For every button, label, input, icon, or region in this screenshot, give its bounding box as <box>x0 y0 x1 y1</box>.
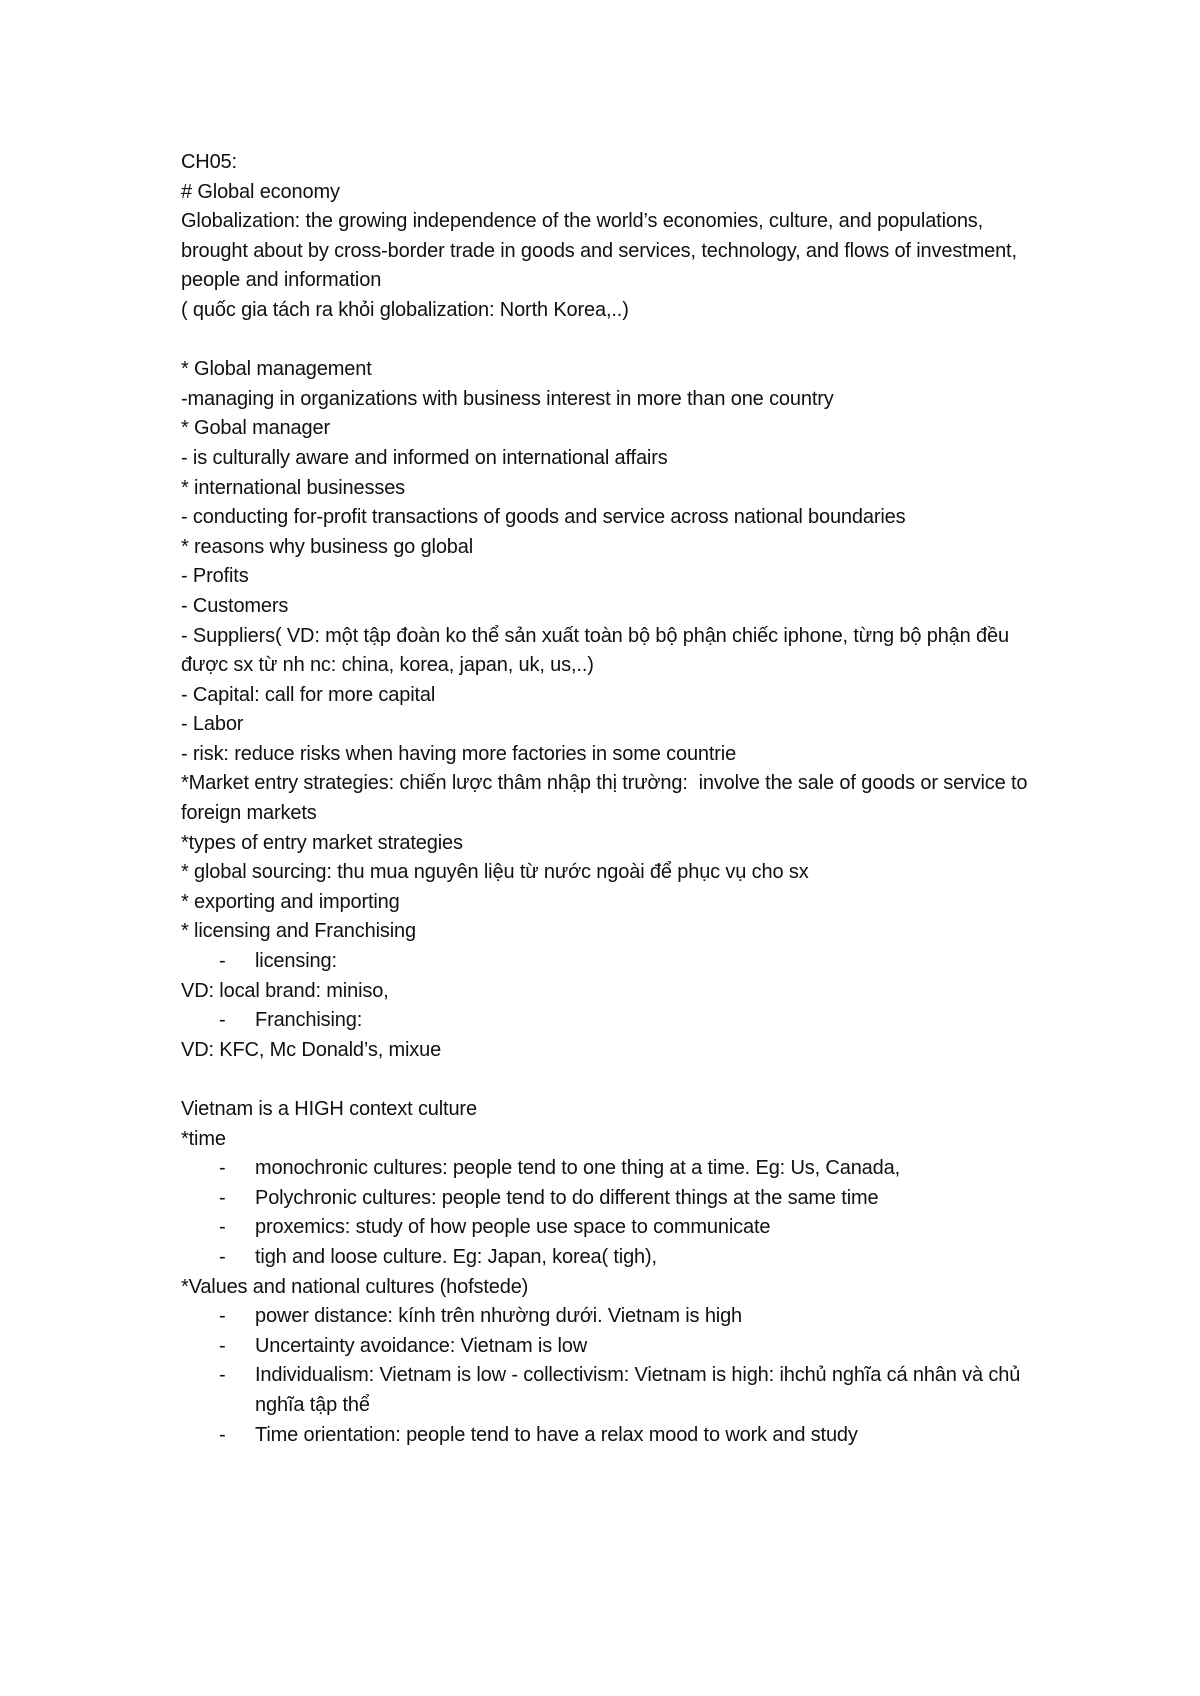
bullet-dash: - <box>219 1305 226 1328</box>
time-heading: *time <box>181 1127 226 1150</box>
licensing-example: VD: local brand: miniso, <box>181 979 389 1002</box>
bullet-dash: - <box>219 1009 226 1032</box>
time-item: Polychronic cultures: people tend to do different things at the same time <box>255 1186 879 1209</box>
franchising-item: Franchising: <box>255 1009 363 1032</box>
chapter-title: CH05: <box>181 151 237 173</box>
licensing-bullet <box>181 947 1041 977</box>
document-body <box>181 148 1041 1450</box>
entry-types-heading: *types of entry market strategies <box>181 831 463 854</box>
globalization-note: ( quốc gia tách ra khỏi globalization: North Korea,..) <box>181 298 629 321</box>
intl-business-text: - conducting for-profit transactions of goods and service across national boundaries <box>181 506 906 529</box>
licensing-heading: * licensing and Franchising <box>181 920 416 943</box>
reason-item: - Suppliers( VD: một tập đoàn ko thể sản xuất toàn bộ bộ phận chiếc iphone, từng bộ phận đều được sx từ nh nc: china, korea, japan, uk, us,..) <box>181 624 1015 677</box>
reason-item: - Labor <box>181 713 244 736</box>
bullet-dash: - <box>219 1157 226 1180</box>
values-bullet <box>181 1332 1041 1362</box>
time-item: proxemics: study of how people use space to communicate <box>255 1216 771 1239</box>
values-bullet <box>181 1361 1041 1420</box>
time-bullet <box>181 1184 1041 1214</box>
global-sourcing-text: * global sourcing: thu mua nguyên liệu từ nước ngoài để phục vụ cho sx <box>181 861 809 884</box>
values-bullet <box>181 1302 1041 1332</box>
reason-item: - Customers <box>181 594 289 617</box>
bullet-dash: - <box>219 1364 226 1387</box>
section-heading: # Global economy <box>181 180 340 203</box>
globalization-definition: Globalization: the growing independence of the world’s economies, culture, and populations, brought about by cross-border trade in goods and services, technology, and flows of investment, people and information <box>181 210 1023 292</box>
intl-business-heading: * international businesses <box>181 476 406 499</box>
time-bullet <box>181 1243 1041 1273</box>
time-bullet <box>181 1154 1041 1184</box>
values-item: Individualism: Vietnam is low - collectivism: Vietnam is high: ihchủ nghĩa cá nhân và chủ nghĩa tập thể <box>255 1364 1026 1416</box>
global-management-text: -managing in organizations with business interest in more than one country <box>181 387 834 410</box>
context-culture-text: Vietnam is a HIGH context culture <box>181 1098 477 1120</box>
values-item: Uncertainty avoidance: Vietnam is low <box>255 1334 588 1357</box>
market-entry-text: *Market entry strategies: chiến lược thâm nhập thị trường: involve the sale of goods or service to foreign markets <box>181 772 1033 825</box>
exporting-text: * exporting and importing <box>181 890 400 913</box>
reason-item: - Capital: call for more capital <box>181 683 436 706</box>
blank-line <box>181 326 1041 356</box>
licensing-item: licensing: <box>255 950 337 973</box>
reason-item: - Profits <box>181 565 249 588</box>
values-item: Time orientation: people tend to have a relax mood to work and study <box>255 1423 858 1446</box>
bullet-dash: - <box>219 1216 226 1239</box>
blank-line <box>181 1065 1041 1095</box>
global-manager-text: - is culturally aware and informed on international affairs <box>181 446 668 469</box>
time-bullet <box>181 1213 1041 1243</box>
franchising-example: VD: KFC, Mc Donald’s, mixue <box>181 1038 442 1061</box>
bullet-dash: - <box>219 1334 226 1357</box>
time-item: tigh and loose culture. Eg: Japan, korea( tigh), <box>255 1245 657 1268</box>
franchising-bullet <box>181 1006 1041 1036</box>
global-management-heading: * Global management <box>181 358 372 381</box>
bullet-dash: - <box>219 1245 226 1268</box>
bullet-dash: - <box>219 950 226 973</box>
time-item: monochronic cultures: people tend to one thing at a time. Eg: Us, Canada, <box>255 1157 900 1180</box>
values-item: power distance: kính trên nhường dưới. Vietnam is high <box>255 1305 743 1328</box>
reasons-heading: * reasons why business go global <box>181 535 474 558</box>
global-manager-heading: * Gobal manager <box>181 417 330 440</box>
values-heading: *Values and national cultures (hofstede) <box>181 1275 529 1298</box>
reason-item: - risk: reduce risks when having more factories in some countrie <box>181 742 737 765</box>
bullet-dash: - <box>219 1423 226 1446</box>
bullet-dash: - <box>219 1186 226 1209</box>
values-bullet <box>181 1421 1041 1451</box>
